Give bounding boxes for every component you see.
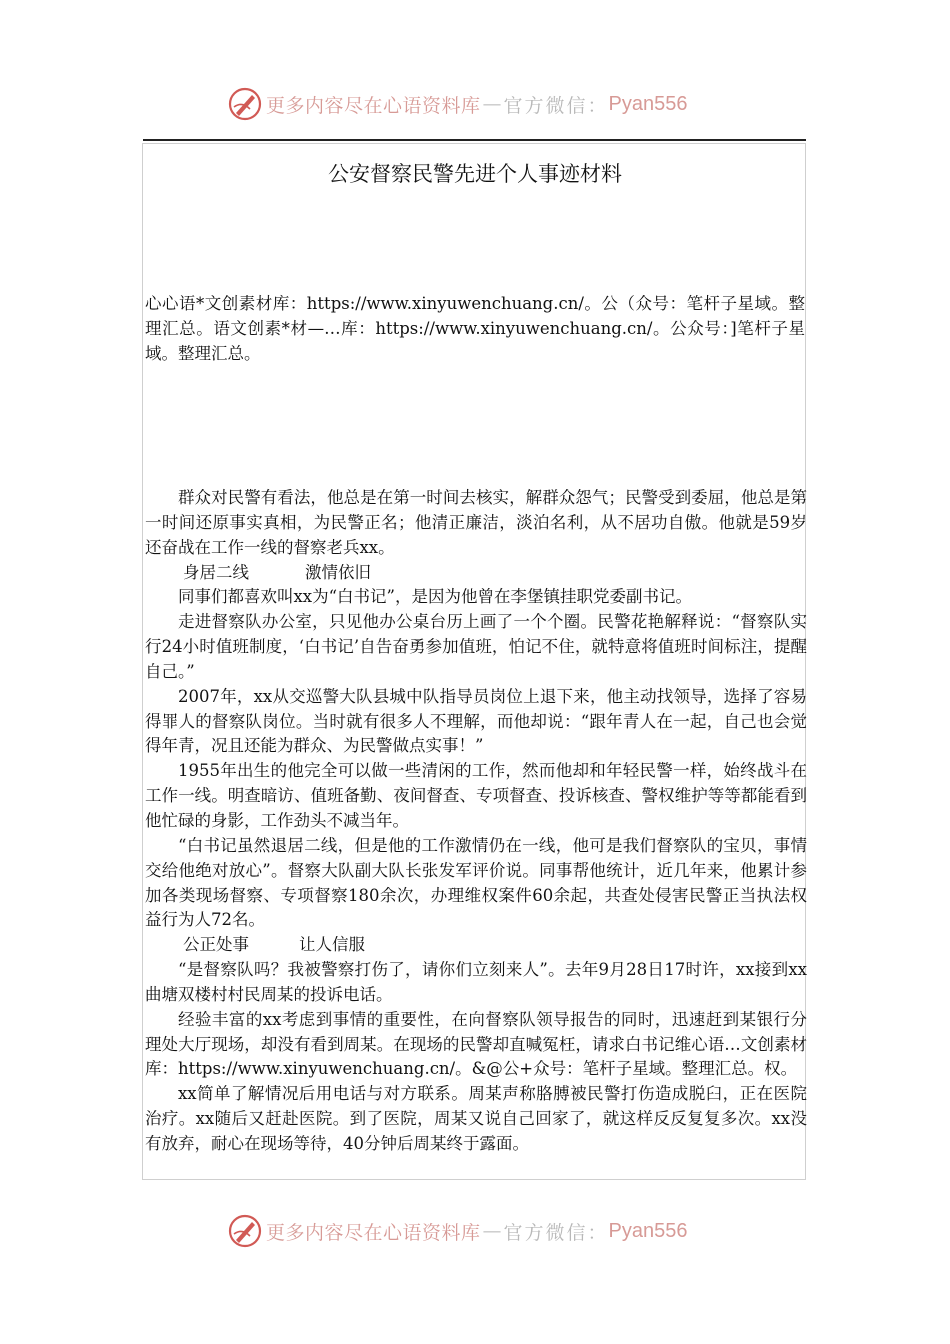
paragraph: “是督察队吗？我被警察打伤了，请你们立刻来人”。去年9月28日17时许，xx接到xx曲塘双楼村村民周某的投诉电话。 (145, 960, 807, 1004)
banner-promo-text: 更多内容尽在心语资料库 (266, 1221, 481, 1244)
paragraph: xx简单了解情况后用电话与对方联系。周某声称胳膊被民警打伤造成脱臼，正在医院治疗。xx随后又赶赴医院。到了医院，周某又说自己回家了，就这样反反复复多次。xx没有放弃，耐心在现场等待，40分钟后周某终于露面。 (145, 1084, 807, 1153)
heading-part: 身居二线 (183, 562, 249, 582)
banner-dash: — (482, 1220, 502, 1242)
banner-content (228, 1213, 688, 1249)
heading-part: 激情依旧 (305, 562, 371, 582)
banner-promo-text: 更多内容尽在心语资料库 (266, 94, 481, 117)
header-banner (0, 80, 950, 128)
banner-official-label: 官方微信： (503, 1221, 609, 1244)
document-title: 公安督察民警先进个人事迹材料 (328, 162, 622, 186)
header-rule (143, 139, 806, 141)
paragraph: 群众对民警有看法，他总是在第一时间去核实，解群众怨气；民警受到委屈，他总是第一时间还原事实真相，为民警正名；他清正廉洁，淡泊名利，从不居功自傲。他就是59岁还奋战在工作一线的督察老兵xx。 (145, 488, 807, 557)
document-body (145, 486, 807, 1157)
heading-part: 公正处事 (183, 935, 249, 955)
footer-banner (0, 1207, 950, 1255)
source-notice: 心心语*文创素材库：https://www.xinyuwenchuang.cn/。公（众号：笔杆子星域。整理汇总。语文创素*材—…库：https://www.xinyuwenchuang.cn/。公众号：]笔杆子星域。整理汇总。 (145, 294, 805, 363)
paragraph: “白书记虽然退居二线，但是他的工作激情仍在一线，他可是我们督察队的宝贝，事情交给他绝对放心”。督察大队副大队长张发军评价说。同事帮他统计，近几年来，他累计参加各类现场督察、专项督察180余次，办理维权案件60余起，共查处侵害民警正当执法权益行为人72名。 (145, 835, 807, 930)
paragraph: 经验丰富的xx考虑到事情的重要性，在向督察队领导报告的同时，迅速赶到某银行分理处大厅现场，却没有看到周某。在现场的民警却直喊冤枉，请求白书记维心语…文创素材库：https://www.xinyuwenchuang.cn/。&@公+众号：笔杆子星域。整理汇总。权。 (145, 1009, 807, 1079)
pen-logo-icon (228, 1214, 262, 1248)
paragraph: 走进督察队办公室，只见他办公桌台历上画了一个个圈。民警花艳解释说：“督察队实行24小时值班制度，‘白书记’自告奋勇参加值班，怕记不住，就特意将值班时间标注，提醒自己。” (145, 612, 807, 681)
banner-wechat-id: Pyan556 (608, 1219, 688, 1242)
banner-dash: — (482, 93, 502, 115)
paragraph: 2007年，xx从交巡警大队县城中队指导员岗位上退下来，他主动找领导，选择了容易得罪人的督察队岗位。当时就有很多人不理解，而他却说：“跟年青人在一起，自己也会觉得年青，况且还能为群众、为民警做点实事！” (145, 686, 807, 756)
section-heading-2 (145, 933, 807, 958)
banner-official-label: 官方微信： (503, 94, 609, 117)
banner-wechat-id: Pyan556 (608, 92, 688, 115)
pen-logo-icon (228, 87, 262, 121)
section-heading-1 (145, 561, 807, 586)
paragraph: 同事们都喜欢叫xx为“白书记”，是因为他曾在李堡镇挂职党委副书记。 (178, 587, 692, 607)
heading-part: 让人信服 (299, 935, 365, 955)
paragraph: 1955年出生的他完全可以做一些清闲的工作，然而他却和年轻民警一样，始终战斗在工作一线。明查暗访、值班备勤、夜间督查、专项督查、投诉核查、警权维护等等都能看到他忙碌的身影，工作劲头不减当年。 (145, 761, 807, 830)
banner-content (228, 86, 688, 122)
